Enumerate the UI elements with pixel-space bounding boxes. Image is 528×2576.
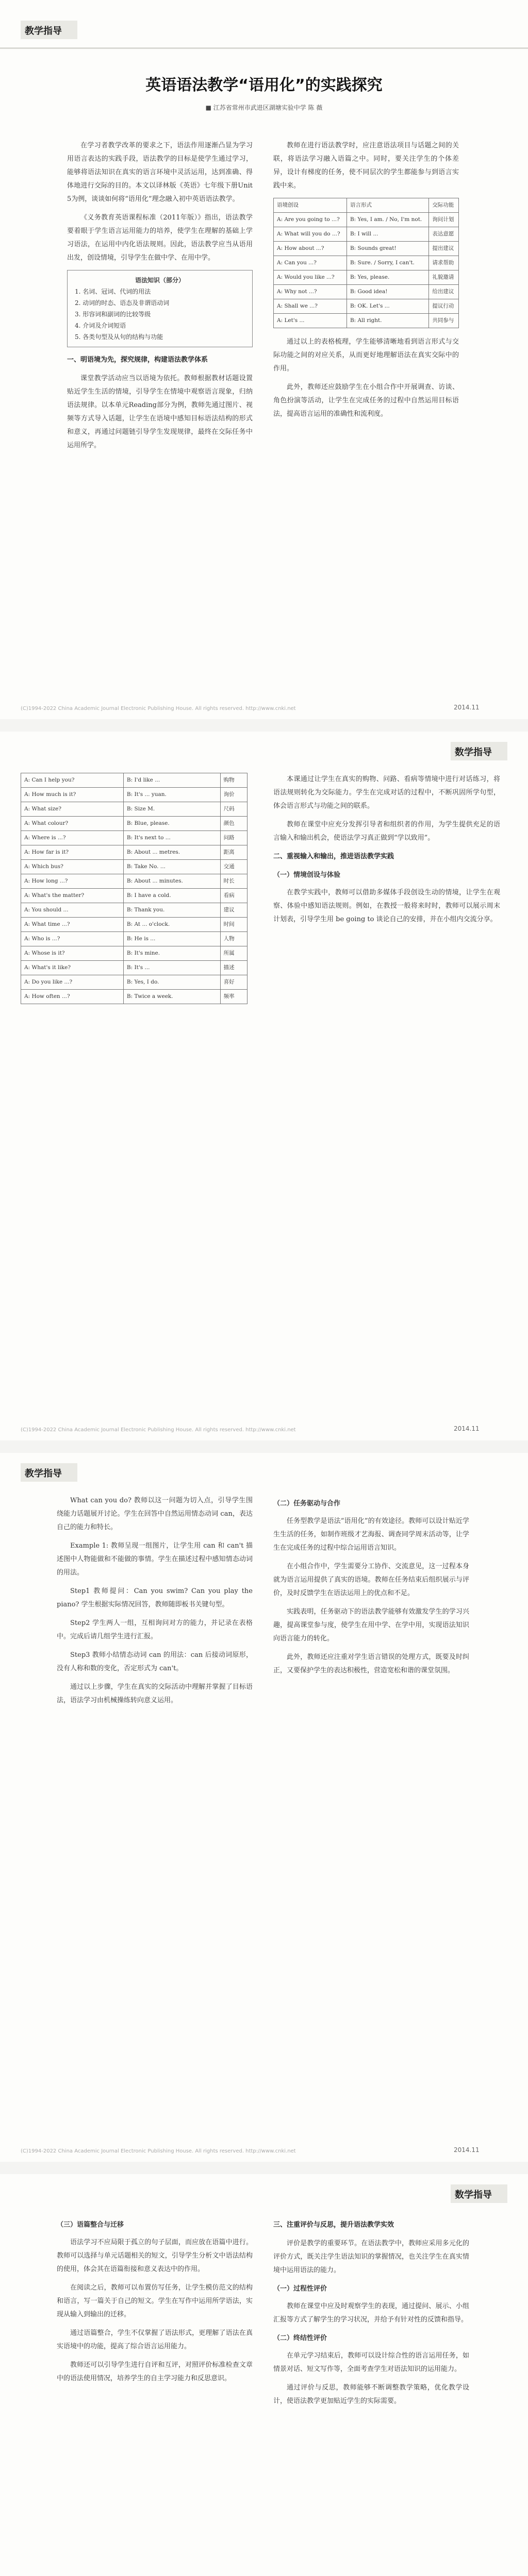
table-cell: 看病 (220, 889, 247, 903)
table-cell: A: What's the matter? (21, 889, 124, 903)
table-cell: B: Take No. ... (123, 860, 220, 874)
author-line: ■ 江苏省常州市武进区湖塘实验中学 陈 薇 (205, 104, 323, 111)
table-cell: B: I'd like ... (123, 773, 220, 788)
dialogue-table (273, 198, 459, 328)
table-row (274, 227, 459, 242)
table-cell: A: Would you like ...? (274, 270, 347, 285)
table-cell: A: How often ...? (21, 990, 124, 1004)
body-paragraph: 课堂教学活动应当以语境为依托。教师根据教材话题设置贴近学生生活的情境，引导学生在情境中观察语言现象，归纳语法规律。以本单元Reading部分为例，教师先通过图片、视频等方式导入话题，让学生在语境中感知目标语法结构的形式和意义，再通过问题链引导学生发现规律，最终在交际任务中运用所学。 (67, 375, 253, 449)
table-cell: 描述 (220, 961, 247, 975)
table-row (21, 946, 248, 961)
table-row (274, 242, 459, 256)
journal-page-2 (0, 732, 528, 1440)
table-cell: 礼貌邀请 (429, 270, 459, 285)
table-cell: B: Twice a week. (123, 990, 220, 1004)
table-cell: B: I have a cold. (123, 889, 220, 903)
table-row (21, 918, 248, 932)
table-row (21, 975, 248, 990)
table-header-row (274, 198, 459, 213)
table-cell: B: Yes, please. (346, 270, 428, 285)
table-cell: B: It's mine. (123, 946, 220, 961)
article-title: 英语语法教学“语用化”的实践探究 (145, 76, 383, 94)
body-paragraph: 通过语篇整合，学生不仅掌握了语法形式，更理解了语法在真实语境中的功能，提高了综合语言运用能力。 (57, 2329, 253, 2350)
table-header-cell: 语境创设 (274, 198, 347, 213)
body-paragraph: 此外，教师还应鼓励学生在小组合作中开展调查、访谈、角色扮演等活动，让学生在完成任务的过程中自然运用目标语法，提高语言运用的准确性和流利度。 (273, 383, 459, 418)
p2-left-column (21, 773, 248, 1004)
table-cell: A: How long ...? (21, 874, 124, 889)
table-cell: A: What's it like? (21, 961, 124, 975)
table-cell: B: Good idea! (346, 285, 428, 299)
table-cell: A: How much is it? (21, 788, 124, 802)
body-paragraph: 教师在进行语法教学时，应注意语法项目与话题之间的关联，将语法学习融入语篇之中。同时，要关注学生的个体差异，设计有梯度的任务，使不同层次的学生都能参与到语言实践中来。 (273, 142, 459, 190)
grammar-box-item: 5. 各类句型及从句的结构与功能 (75, 333, 163, 341)
section-heading: 三、注重评价与反思，提升语法教学实效 (273, 2221, 394, 2229)
body-paragraph: 通过以上的表格梳理，学生能够清晰地看到语言形式与交际功能之间的对应关系，从而更好地理解语法在真实交际中的作用。 (273, 338, 459, 372)
table-row (21, 817, 248, 831)
table-row (21, 932, 248, 946)
table-cell: 颜色 (220, 817, 247, 831)
table-cell: A: You should ... (21, 903, 124, 918)
table-row (274, 213, 459, 227)
table-cell: B: Yes, I am. / No, I'm not. (346, 213, 428, 227)
copyright-footer: (C)1994-2022 China Academic Journal Electronic Publishing House. All rights reserved. http://www.cnki.net (21, 2148, 296, 2154)
body-paragraph: What can you do? 教师以这一问题为切入点，引导学生围绕能力话题展开讨论。学生在回答中自然运用情态动词 can，表达自己的能力和特长。 (57, 1497, 253, 1531)
table-cell: A: Can I help you? (21, 773, 124, 788)
table-row (274, 299, 459, 314)
copyright-footer: (C)1994-2022 China Academic Journal Electronic Publishing House. All rights reserved. http://www.cnki.net (21, 706, 296, 711)
journal-page-1 (0, 0, 528, 719)
table-cell: 表达意愿 (429, 227, 459, 242)
journal-page-3 (0, 1453, 528, 2162)
table-cell: 购物 (220, 773, 247, 788)
grammar-box (67, 270, 253, 347)
table-row (274, 314, 459, 328)
body-paragraph: 通过以上步骤，学生在真实的交际活动中理解并掌握了目标语法，语法学习由机械操练转向意义运用。 (57, 1683, 253, 1704)
table-cell: A: What colour? (21, 817, 124, 831)
table-row (21, 961, 248, 975)
table-cell: A: How far is it? (21, 845, 124, 860)
section-tag: 教学指导 (25, 26, 62, 37)
table-cell: B: It's ... (123, 961, 220, 975)
table-cell: B: About ... metres. (123, 845, 220, 860)
subsection-heading: （一）过程性评价 (273, 2285, 327, 2293)
table-row (21, 889, 248, 903)
table-row (21, 802, 248, 817)
table-row (274, 285, 459, 299)
subsection-heading: （二）终结性评价 (273, 2334, 327, 2342)
section-tag: 数学指导 (455, 747, 492, 758)
journal-page-4 (0, 2174, 528, 2576)
table-row (274, 270, 459, 285)
table-cell: 问路 (220, 831, 247, 845)
body-paragraph: Step3 教师小结情态动词 can 的用法：can 后接动词原形，没有人称和数的变化，否定形式为 can't。 (57, 1651, 253, 1672)
table-cell: 交通 (220, 860, 247, 874)
section-tag: 数学指导 (455, 2190, 492, 2200)
table-cell: B: OK. Let's ... (346, 299, 428, 314)
grammar-box-item: 2. 动词的时态、语态及非谓语动词 (75, 299, 170, 307)
page-number: 2014.11 (454, 2146, 480, 2154)
table-cell: B: I will ... (346, 227, 428, 242)
body-paragraph: 在教学实践中，教师可以借助多媒体手段创设生动的情境，让学生在观察、体验中感知语法规则。例如，在教授一般将来时时，教师可以展示周末计划表，引导学生用 be going to 谈论自己的安排，并在小组内交流分享。 (273, 889, 500, 923)
body-paragraph: 教师还可以引导学生进行自评和互评，对照评价标准检查文章中的语法使用情况，培养学生的自主学习能力和反思意识。 (57, 2361, 253, 2382)
table-cell: 询问计划 (429, 213, 459, 227)
table-cell: 频率 (220, 990, 247, 1004)
table-cell: A: How about ...? (274, 242, 347, 256)
body-paragraph: 语法学习不应局限于孤立的句子层面，而应放在语篇中进行。教师可以选择与单元话题相关的短文，引导学生分析文中语法结构的使用，体会其在语篇衔接和意义表达中的作用。 (57, 2239, 253, 2273)
p3-left-column (57, 1494, 253, 1713)
intro-paragraph: 在学习者教学改革的要求之下，语法作用逐渐凸显为学习用语言表达的实践手段，语法教学的目标是使学生通过学习，能够将语法知识在真实的语言环境中灵活运用，达到准确、得体地进行交际的目的。本文以译林版《英语》七年级下册Unit 5为例，谈谈如何将“语用化”理念融入初中英语语法教学。 (67, 142, 253, 203)
table-cell: A: Whose is it? (21, 946, 124, 961)
table-cell: 建议 (220, 903, 247, 918)
table-cell: B: Sounds great! (346, 242, 428, 256)
table-cell: A: Let's ... (274, 314, 347, 328)
table-cell: B: Sure. / Sorry, I can't. (346, 256, 428, 270)
p4-left-column (57, 2215, 253, 2391)
table-cell: 人物 (220, 932, 247, 946)
subsection-heading: （三）语篇整合与迁移 (57, 2221, 124, 2229)
table-row (21, 990, 248, 1004)
table-cell: 共同参与 (429, 314, 459, 328)
table-cell: A: Why not ...? (274, 285, 347, 299)
subsection-heading: （一）情境创设与体验 (273, 871, 341, 879)
body-paragraph: Example 1: 教师呈现一组图片，让学生用 can 和 can't 描述图中人物能做和不能做的事情。学生在描述过程中感知情态动词的用法。 (57, 1542, 253, 1577)
table-cell: A: Where is ...? (21, 831, 124, 845)
grammar-box-title: 语法知识（部分） (135, 277, 185, 284)
body-paragraph: 在小组合作中，学生需要分工协作、交流意见，这一过程本身就为语言运用提供了真实的语境。教师在任务结束后组织展示与评价，及时反馈学生在语法运用上的优点和不足。 (273, 1563, 469, 1597)
table-cell: B: Size M. (123, 802, 220, 817)
intro-paragraph: 《义务教育英语课程标准（2011年版）》指出，语法教学要着眼于学生语言运用能力的培养，使学生在理解的基础上学习语法，在运用中内化语法规则。因此，语法教学应当从语用出发，创设情境，引导学生在做中学、在用中学。 (67, 214, 253, 262)
grammar-box-item: 1. 名词、冠词、代词的用法 (75, 288, 151, 295)
table-cell: B: It's ... yuan. (123, 788, 220, 802)
page-number: 2014.11 (454, 704, 480, 711)
table-row (21, 773, 248, 788)
p3-right-column (273, 1494, 469, 1683)
section-heading: 二、重视输入和输出，推进语法教学实践 (273, 853, 394, 860)
table-row (21, 788, 248, 802)
table-cell: B: About ... minutes. (123, 874, 220, 889)
table-row (274, 256, 459, 270)
body-paragraph: 教师在课堂中应充分发挥引导者和组织者的作用，为学生提供充足的语言输入和输出机会，使语法学习真正做到“学以致用”。 (273, 821, 500, 842)
body-paragraph: 教师在课堂中应及时观察学生的表现，通过提问、展示、小组汇报等方式了解学生的学习状况，并给予有针对性的反馈和指导。 (273, 2302, 469, 2324)
table-row (21, 845, 248, 860)
table-cell: A: Which bus? (21, 860, 124, 874)
table-cell: A: Can you ...? (274, 256, 347, 270)
section-heading: 一、明语境为先，探究规律，构建语法教学体系 (67, 356, 208, 364)
table-cell: 尺码 (220, 802, 247, 817)
copyright-footer: (C)1994-2022 China Academic Journal Electronic Publishing House. All rights reserved. http://www.cnki.net (21, 1427, 296, 1433)
body-paragraph: 本课通过让学生在真实的购物、问路、看病等情境中进行对话练习，将语法规则转化为交际能力。学生在完成对话的过程中，不断巩固所学句型，体会语言形式与功能之间的联系。 (273, 775, 500, 810)
table-cell: A: What size? (21, 802, 124, 817)
table-header-cell: 交际功能 (429, 198, 459, 213)
body-paragraph: 实践表明，任务驱动下的语法教学能够有效激发学生的学习兴趣，提高课堂参与度，使学生在用中学、在学中用，实现语法知识向语言能力的转化。 (273, 1608, 469, 1642)
table-cell: B: He is ... (123, 932, 220, 946)
table-cell: A: Who is ...? (21, 932, 124, 946)
grammar-box-item: 3. 形容词和副词的比较等级 (75, 311, 151, 318)
table-cell: B: Blue, please. (123, 817, 220, 831)
body-paragraph: 任务型教学是语法“语用化”的有效途径。教师可以设计贴近学生生活的任务，如制作班级才艺海报、调查同学周末活动等，让学生在完成任务的过程中综合运用语言知识。 (273, 1517, 469, 1552)
table-cell: 时长 (220, 874, 247, 889)
table-cell: 喜好 (220, 975, 247, 990)
table-cell: B: All right. (346, 314, 428, 328)
table-cell: 提出建议 (429, 242, 459, 256)
table-cell: 请求帮助 (429, 256, 459, 270)
table-row (21, 860, 248, 874)
p1-left-column (67, 139, 253, 457)
section-tag: 教学指导 (25, 1468, 62, 1479)
p1-right-column (273, 139, 459, 426)
table-cell: B: Yes, I do. (123, 975, 220, 990)
table-cell: 提议行动 (429, 299, 459, 314)
body-paragraph: Step1 教师提问：Can you swim? Can you play the piano? 学生根据实际情况回答，教师随即板书关键句型。 (57, 1587, 253, 1608)
table-row (21, 831, 248, 845)
table-cell: 距离 (220, 845, 247, 860)
table-cell: A: Shall we ...? (274, 299, 347, 314)
subsection-heading: （二）任务驱动与合作 (273, 1500, 341, 1507)
body-paragraph: 通过评价与反思，教师能够不断调整教学策略，优化教学设计，使语法教学更加贴近学生的实际需要。 (273, 2384, 469, 2405)
body-paragraph: 此外，教师还应注重对学生语言错误的处理方式，既要及时纠正，又要保护学生的表达积极性，营造宽松和谐的课堂氛围。 (273, 1653, 469, 1674)
table-cell: B: Thank you. (123, 903, 220, 918)
table-cell: B: At ... o'clock. (123, 918, 220, 932)
page-number: 2014.11 (454, 1425, 480, 1432)
dialogue-table (21, 773, 248, 1004)
p2-right-column (273, 773, 500, 931)
header-rule (0, 47, 528, 49)
table-row (21, 903, 248, 918)
body-paragraph: 评价是教学的重要环节。在语法教学中，教师应采用多元化的评价方式，既关注学生语法知识的掌握情况，也关注学生在真实情境中运用语法的能力。 (273, 2240, 469, 2274)
table-row (21, 874, 248, 889)
table-cell: 时间 (220, 918, 247, 932)
grammar-box-item: 4. 介词及介词短语 (75, 322, 126, 329)
table-cell: A: What time ...? (21, 918, 124, 932)
table-cell: 询价 (220, 788, 247, 802)
table-cell: A: What will you do ...? (274, 227, 347, 242)
table-cell: B: It's next to ... (123, 831, 220, 845)
body-paragraph: 在阅读之后，教师可以布置仿写任务，让学生模仿范文的结构和语言，写一篇关于自己的短文。学生在写作中运用所学语法，实现从输入到输出的迁移。 (57, 2284, 253, 2318)
p4-right-column (273, 2215, 469, 2413)
table-cell: 所属 (220, 946, 247, 961)
table-cell: 给出建议 (429, 285, 459, 299)
table-cell: A: Are you going to ...? (274, 213, 347, 227)
table-cell: A: Do you like ...? (21, 975, 124, 990)
table-header-cell: 语言形式 (346, 198, 428, 213)
body-paragraph: 在单元学习结束后，教师可以设计综合性的语言运用任务，如情景对话、短文写作等，全面考查学生对语法知识的运用能力。 (273, 2352, 469, 2373)
body-paragraph: Step2 学生两人一组，互相询问对方的能力，并记录在表格中。完成后请几组学生进行汇报。 (57, 1619, 253, 1640)
